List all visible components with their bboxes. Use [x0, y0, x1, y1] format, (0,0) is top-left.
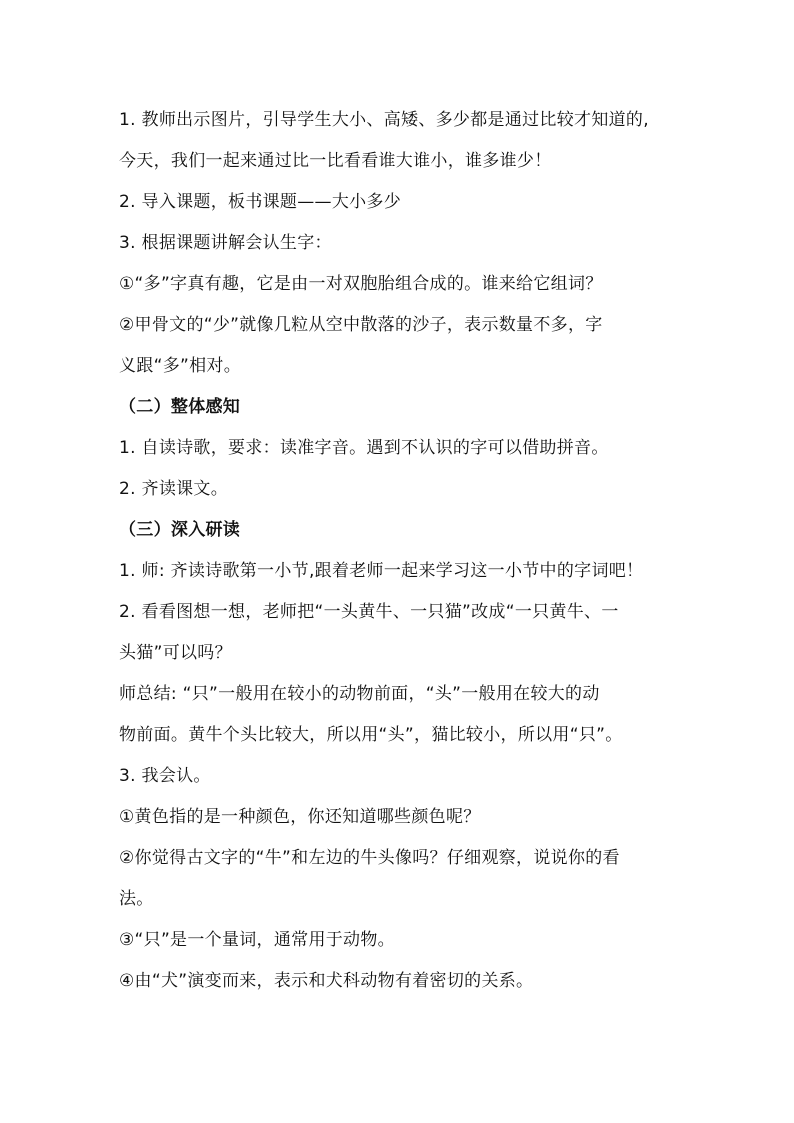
text-line: 1. 自读诗歌，要求：读准字音。遇到不认识的字可以借助拼音。 [119, 438, 609, 458]
text-line: 2. 看看图想一想，老师把“一头黄牛、一只猫”改成“一只黄牛、一 [119, 602, 619, 622]
text-line: 1. 师: 齐读诗歌第一小节,跟着老师一起来学习这一小节中的字词吧！ [119, 561, 644, 581]
text-line: 师总结: “只”一般用在较小的动物前面，“头”一般用在较大的动 [119, 684, 600, 704]
section-heading: （三）深入研读 [119, 520, 241, 540]
text-line: 2. 齐读课文。 [119, 479, 229, 499]
text-line: 法。 [119, 889, 154, 909]
text-line: 今天，我们一起来通过比一比看看谁大谁小，谁多谁少！ [119, 151, 552, 171]
text-line: 物前面。黄牛个头比较大，所以用“头”，猫比较小，所以用“只”。 [119, 725, 623, 745]
text-line: 3. 根据课题讲解会认生字： [119, 233, 332, 253]
section-heading: （二）整体感知 [119, 397, 241, 417]
text-line: 头猫”可以吗？ [119, 643, 232, 663]
text-line: 1. 教师出示图片，引导学生大小、高矮、多少都是通过比较才知道的, [119, 110, 649, 130]
text-line: 2. 导入课题，板书课题——大小多少 [119, 192, 402, 212]
text-line: 3. 我会认。 [119, 766, 211, 786]
text-line: ④由“犬”演变而来，表示和犬科动物有着密切的关系。 [119, 971, 534, 991]
text-line: ③“只”是一个量词，通常用于动物。 [119, 930, 395, 950]
text-line: ②你觉得古文字的“牛”和左边的牛头像吗？仔细观察，说说你的看 [119, 848, 620, 868]
text-line: ①黄色指的是一种颜色，你还知道哪些颜色呢？ [119, 807, 481, 827]
document-body [119, 100, 689, 1002]
text-line: ①“多”字真有趣，它是由一对双胞胎组合成的。谁来给它组词？ [119, 274, 603, 294]
text-line: ②甲骨文的“少”就像几粒从空中散落的沙子，表示数量不多，字 [119, 315, 603, 335]
text-line: 义跟“多”相对。 [119, 356, 242, 376]
